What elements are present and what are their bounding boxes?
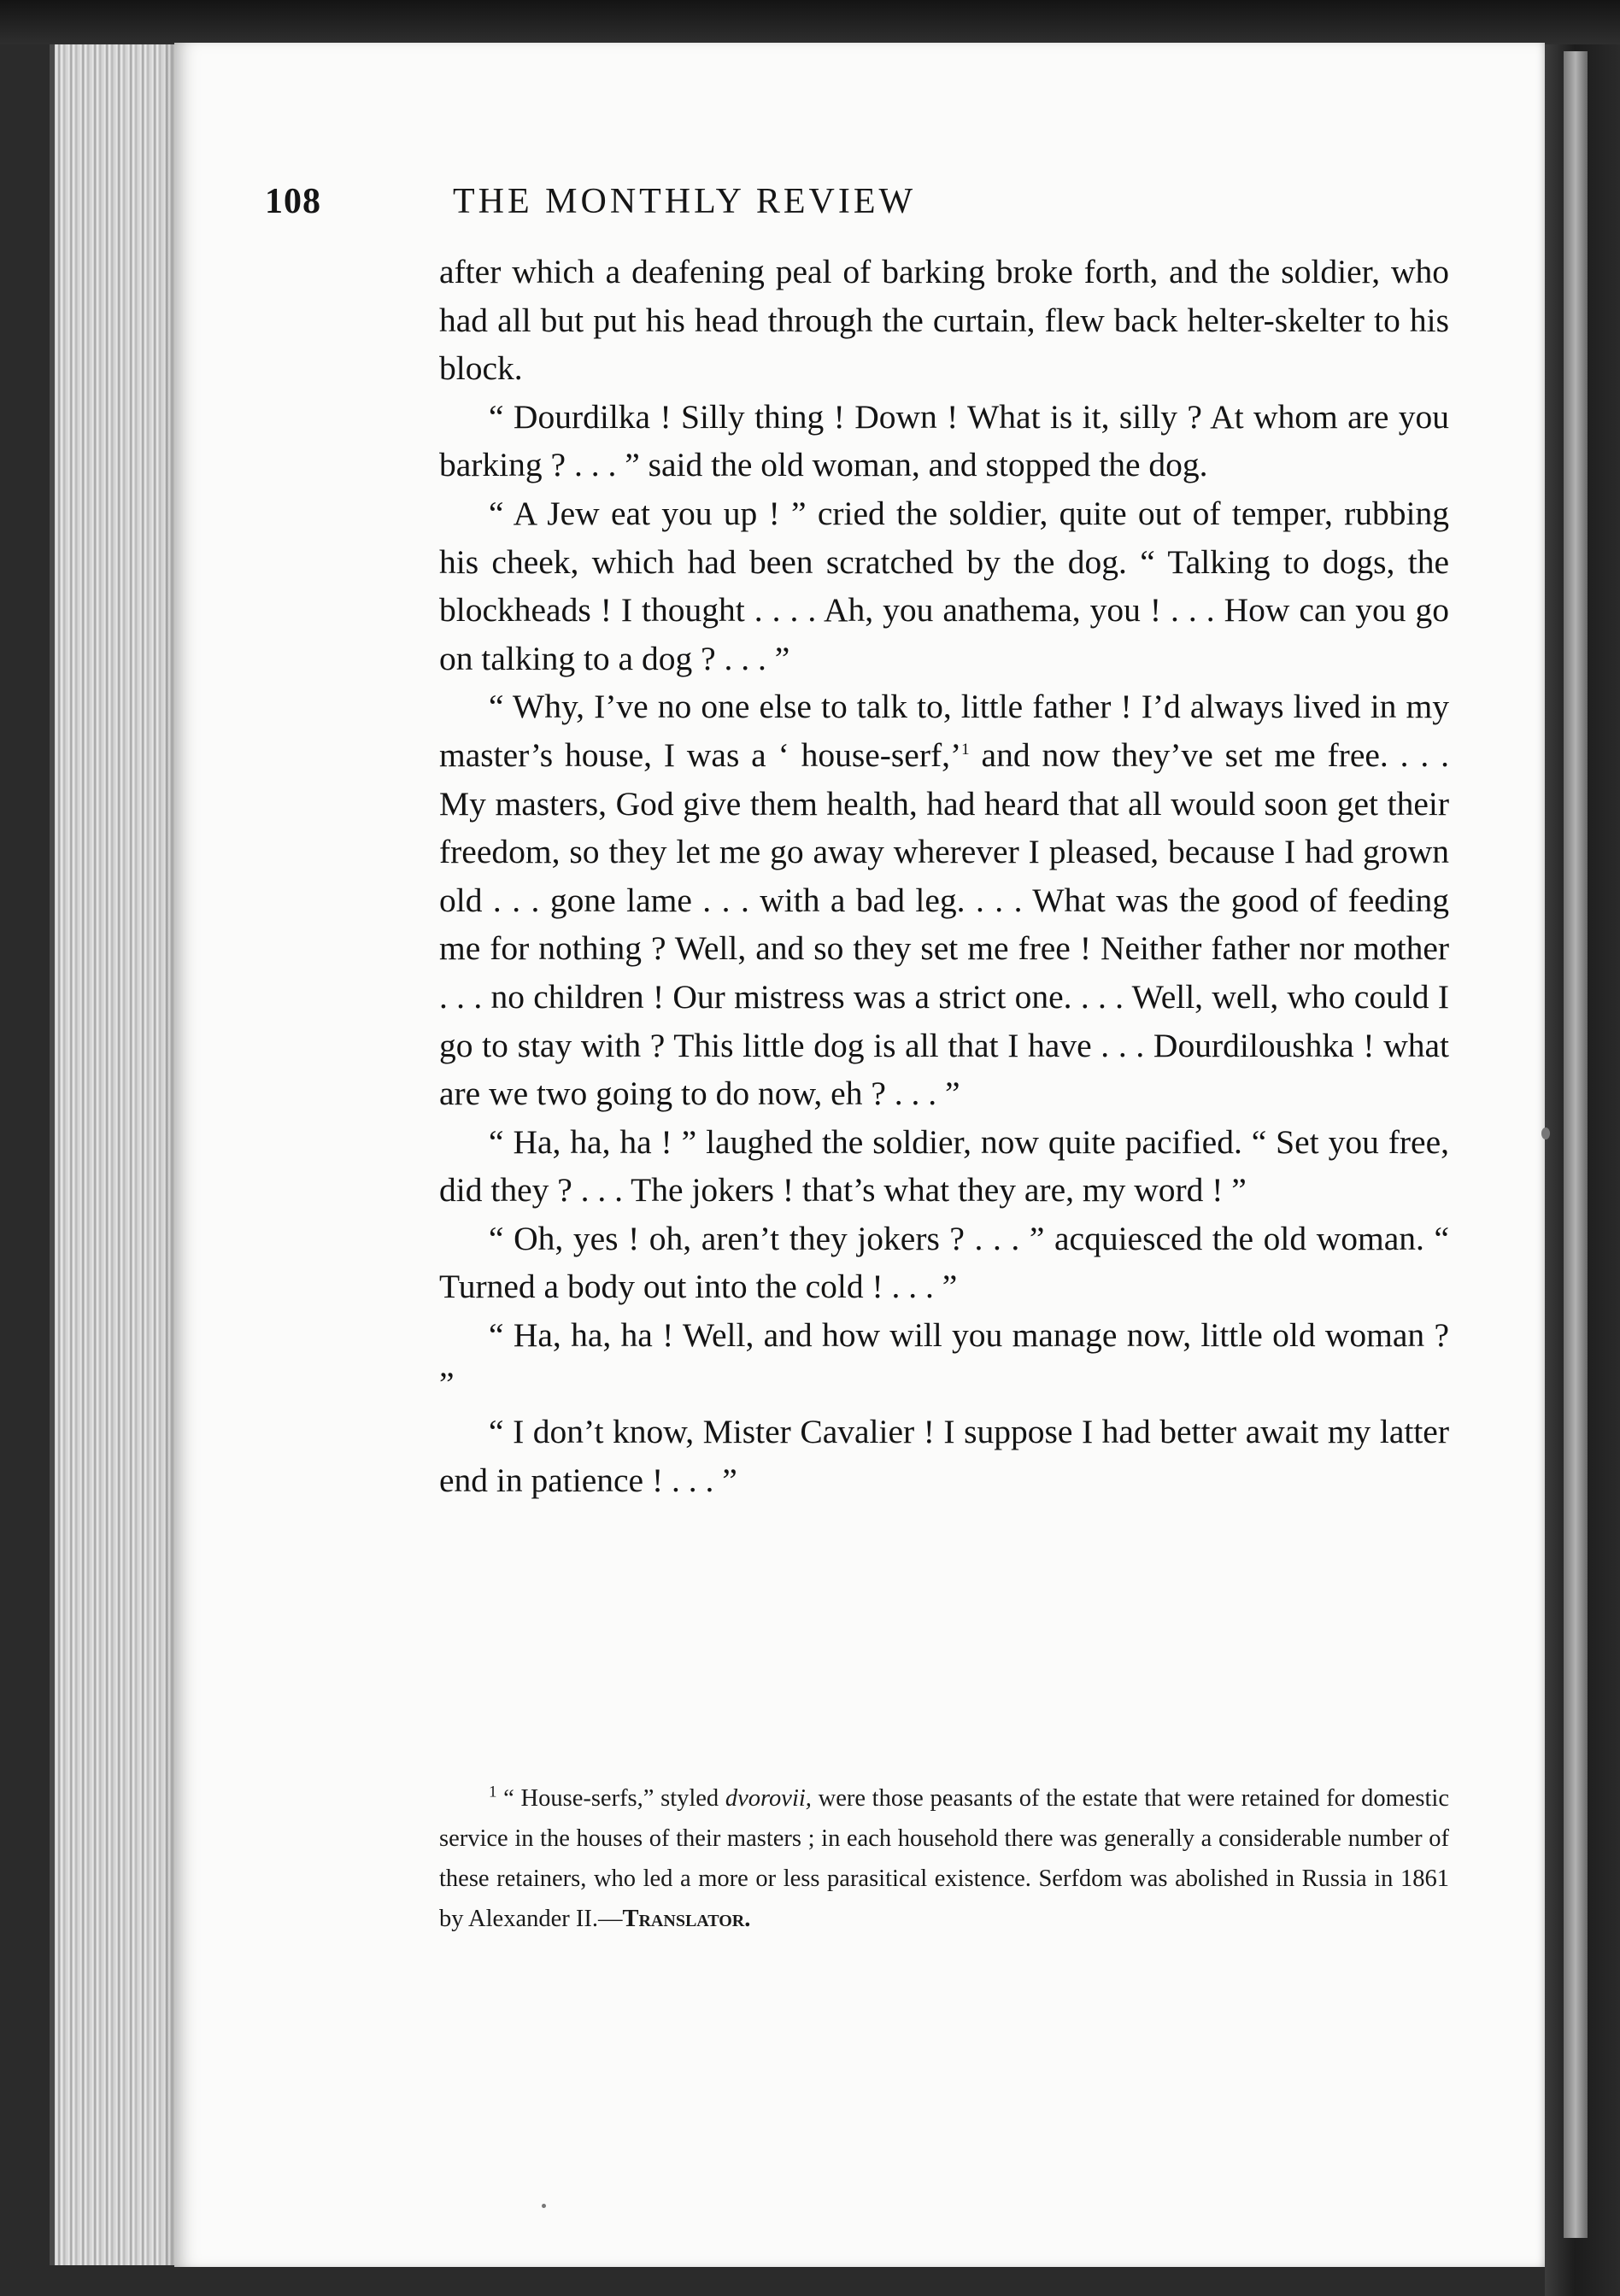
paragraph-7: “ Ha, ha, ha ! Well, and how will you manage now, little old woman ? ” [439, 1316, 1449, 1403]
body-text [439, 248, 1449, 1504]
footnote [439, 1778, 1449, 1939]
paragraph-4 [439, 682, 1449, 1117]
running-head [265, 181, 1453, 241]
paragraph-5: “ Ha, ha, ha ! ” laughed the soldier, now quite pacified. “ Set you free, did they ? . . . The jokers ! that’s what they are, my word ! ” [439, 1122, 1449, 1210]
scan-border-top [0, 0, 1620, 44]
paragraph-8: “ I don’t know, Mister Cavalier ! I suppose I had better await my latter end in patience ! . . . ” [439, 1413, 1449, 1499]
paragraph-1: after which a deafening peal of barking broke forth, and the soldier, who had all but put his head through the curtain, flew back helter-skelter to his block. [439, 253, 1449, 388]
footnote-text-a: “ House-serfs,” styled [496, 1785, 725, 1812]
footnote-mark: 1 [489, 1783, 497, 1801]
footnote-text-b: were those peasants of the estate that were retained for domestic service in the houses of their masters ; in each household there was generally a considerable number of these retainers, who led a more or less parasitical existence. Serfdom was abolished in Russia in 1861 by Alexander II.— [439, 1785, 1449, 1932]
scan-speck [542, 2204, 546, 2208]
book-page-edges [50, 44, 183, 2265]
paragraph-4-part-b: and now they’ve set me free. . . . My masters, God give them health, had heard that all would soon get their freedom, so they let me go away wherever I pleased, because I had grown old . . . gone lame . . . with a bad leg. . . . What was the good of feeding me for nothing ? Well, and so they set me free ! Neither father nor mother . . . no children ! Our mistress was a strict one. . . . Well, well, who could I go to stay with ? This little dog is all that I have . . . Dourdiloushka ! what are we two going to do now, eh ? . . . ” [439, 735, 1449, 1113]
journal-title: THE MONTHLY REVIEW [453, 182, 917, 221]
paragraph-6: “ Oh, yes ! oh, aren’t they jokers ? . . . ” acquiesced the old woman. “ Turned a body out into the cold ! . . . ” [439, 1219, 1449, 1306]
footnotes [439, 1778, 1449, 1939]
footnote-reference: 1 [961, 740, 970, 758]
footnote-credit: Translator. [622, 1906, 751, 1932]
paragraph-3: “ A Jew eat you up ! ” cried the soldier, quite out of temper, rubbing his cheek, which had been scratched by the dog. “ Talking to dogs, the blockheads ! I thought . . . . Ah, you anathema, you ! . . . How can you go on talking to a dog ? . . . ” [439, 494, 1449, 677]
paragraph-2: “ Dourdilka ! Silly thing ! Down ! What is it, silly ? At whom are you barking ? . . . ” said the old woman, and stopped the dog. [439, 397, 1449, 484]
facing-page-edge [1564, 51, 1588, 2238]
page-number: 108 [265, 182, 321, 221]
paragraph-4-part-a: “ Why, I’ve no one else to talk to, little father ! I’d always lived in my master’s house, I was a ‘ house-serf,’ [439, 688, 1449, 774]
footnote-term: dvorovii, [725, 1785, 812, 1812]
scan-speck [1541, 1128, 1550, 1139]
